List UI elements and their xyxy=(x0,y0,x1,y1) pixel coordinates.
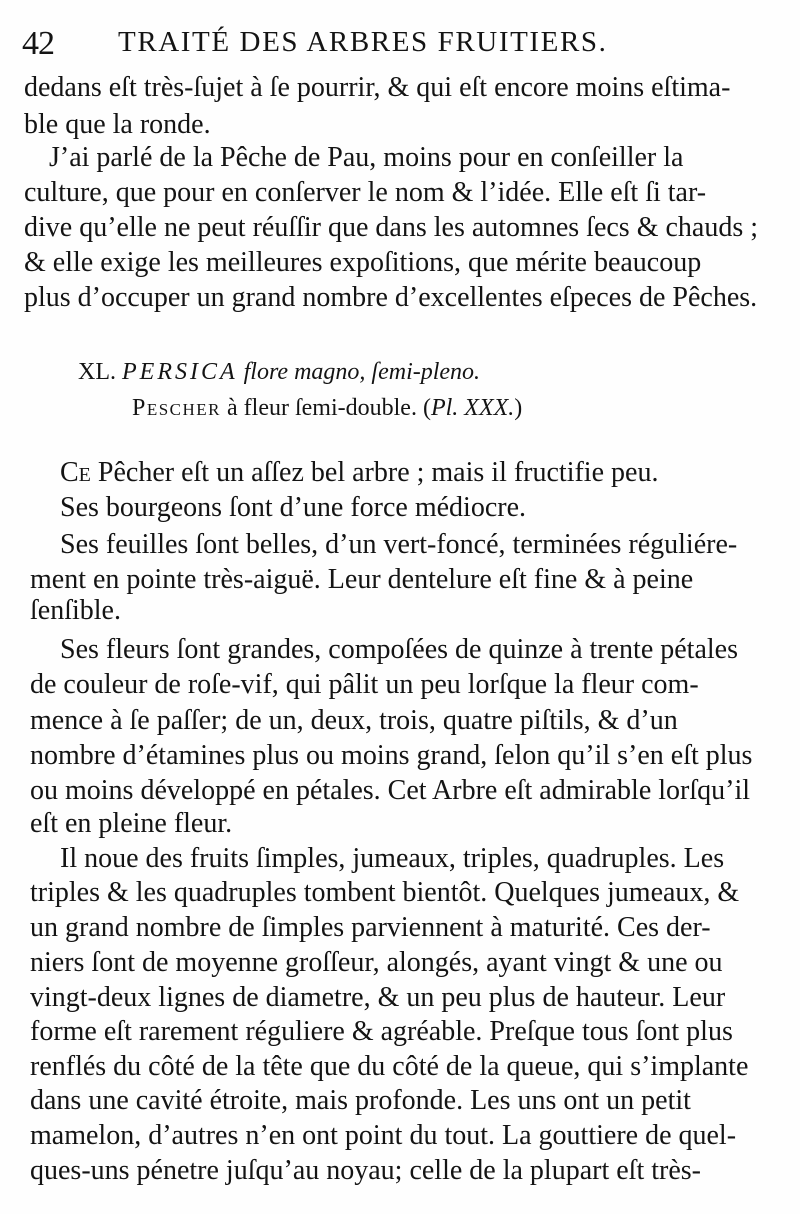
plate-close: ) xyxy=(514,395,523,421)
text-line: renflés du côté de la tête que du côté de la queue, qui s’implante xyxy=(30,1051,749,1082)
entry-number: XL. xyxy=(78,359,116,385)
latin-description: flore magno, ſemi-pleno. xyxy=(243,359,481,385)
text-line: vingt-deux lignes de diametre, & un peu plus de hauteur. Leur xyxy=(30,982,726,1013)
text-line: dedans eſt très-ſujet à ſe pourrir, & qui eſt encore moins eſtima- xyxy=(24,72,731,103)
text-line: Ses feuilles ſont belles, d’un vert-foncé, terminées réguliére- xyxy=(60,529,738,560)
entry-latin-heading xyxy=(78,356,480,388)
page-number: 42 xyxy=(22,25,54,62)
text-line: ou moins développé en pétales. Cet Arbre eſt admirable lorſqu’il xyxy=(30,775,751,806)
first-word: Ce xyxy=(60,457,91,488)
latin-genus: PERSICA xyxy=(122,359,238,385)
text-line: Il noue des fruits ſimples, jumeaux, triples, quadruples. Les xyxy=(60,843,725,874)
text-line: ment en pointe très-aiguë. Leur dentelure eſt fine & à peine xyxy=(30,564,694,595)
text-line: un grand nombre de ſimples parviennent à maturité. Ces der- xyxy=(30,912,711,943)
text-line: de couleur de roſe-vif, qui pâlit un peu lorſque la fleur com- xyxy=(30,669,699,700)
text-line: forme eſt rarement réguliere & agréable. Preſque tous ſont plus xyxy=(30,1016,733,1047)
text-line: mamelon, d’autres n’en ont point du tout. La gouttiere de quel- xyxy=(30,1120,737,1151)
first-line-rest: Pêcher eſt un aſſez bel arbre ; mais il fructifie peu. xyxy=(97,457,659,488)
text-line: mence à ſe paſſer; de un, deux, trois, quatre piſtils, & d’un xyxy=(30,705,678,736)
plate-open: ( xyxy=(422,395,431,421)
french-description: à fleur ſemi-double. xyxy=(227,395,417,421)
text-line: niers ſont de moyenne groſſeur, alongés, ayant vingt & une ou xyxy=(30,947,723,978)
entry-french-heading xyxy=(132,392,522,424)
text-line: nombre d’étamines plus ou moins grand, ſelon qu’il s’en eſt plus xyxy=(30,740,753,771)
text-line: ble que la ronde. xyxy=(24,109,211,140)
text-line: plus d’occuper un grand nombre d’excellentes eſpeces de Pêches. xyxy=(24,282,758,313)
text-line xyxy=(60,455,658,491)
text-line: triples & les quadruples tombent bientôt. Quelques jumeaux, & xyxy=(30,877,740,908)
text-line: ſenſible. xyxy=(30,595,121,626)
french-name: Pescher xyxy=(132,395,222,421)
text-line: dans une cavité étroite, mais profonde. Les uns ont un petit xyxy=(30,1085,691,1116)
text-line: Ses fleurs ſont grandes, compoſées de quinze à trente pétales xyxy=(60,634,738,665)
text-line: eſt en pleine fleur. xyxy=(30,808,233,839)
text-line: & elle exige les meilleures expoſitions, que mérite beaucoup xyxy=(24,247,702,278)
text-line: J’ai parlé de la Pêche de Pau, moins pour en conſeiller la xyxy=(49,142,684,173)
text-line: culture, que pour en conſerver le nom & l’idée. Elle eſt ſi tar- xyxy=(24,177,707,208)
text-line: ques-uns pénetre juſqu’au noyau; celle de la plupart eſt très- xyxy=(30,1155,701,1186)
running-title: TRAITÉ DES ARBRES FRUITIERS. xyxy=(118,26,608,58)
text-line: dive qu’elle ne peut réuſſir que dans les automnes ſecs & chauds ; xyxy=(24,212,759,243)
plate-reference: Pl. XXX. xyxy=(430,395,515,421)
text-line: Ses bourgeons ſont d’une force médiocre. xyxy=(60,492,527,523)
